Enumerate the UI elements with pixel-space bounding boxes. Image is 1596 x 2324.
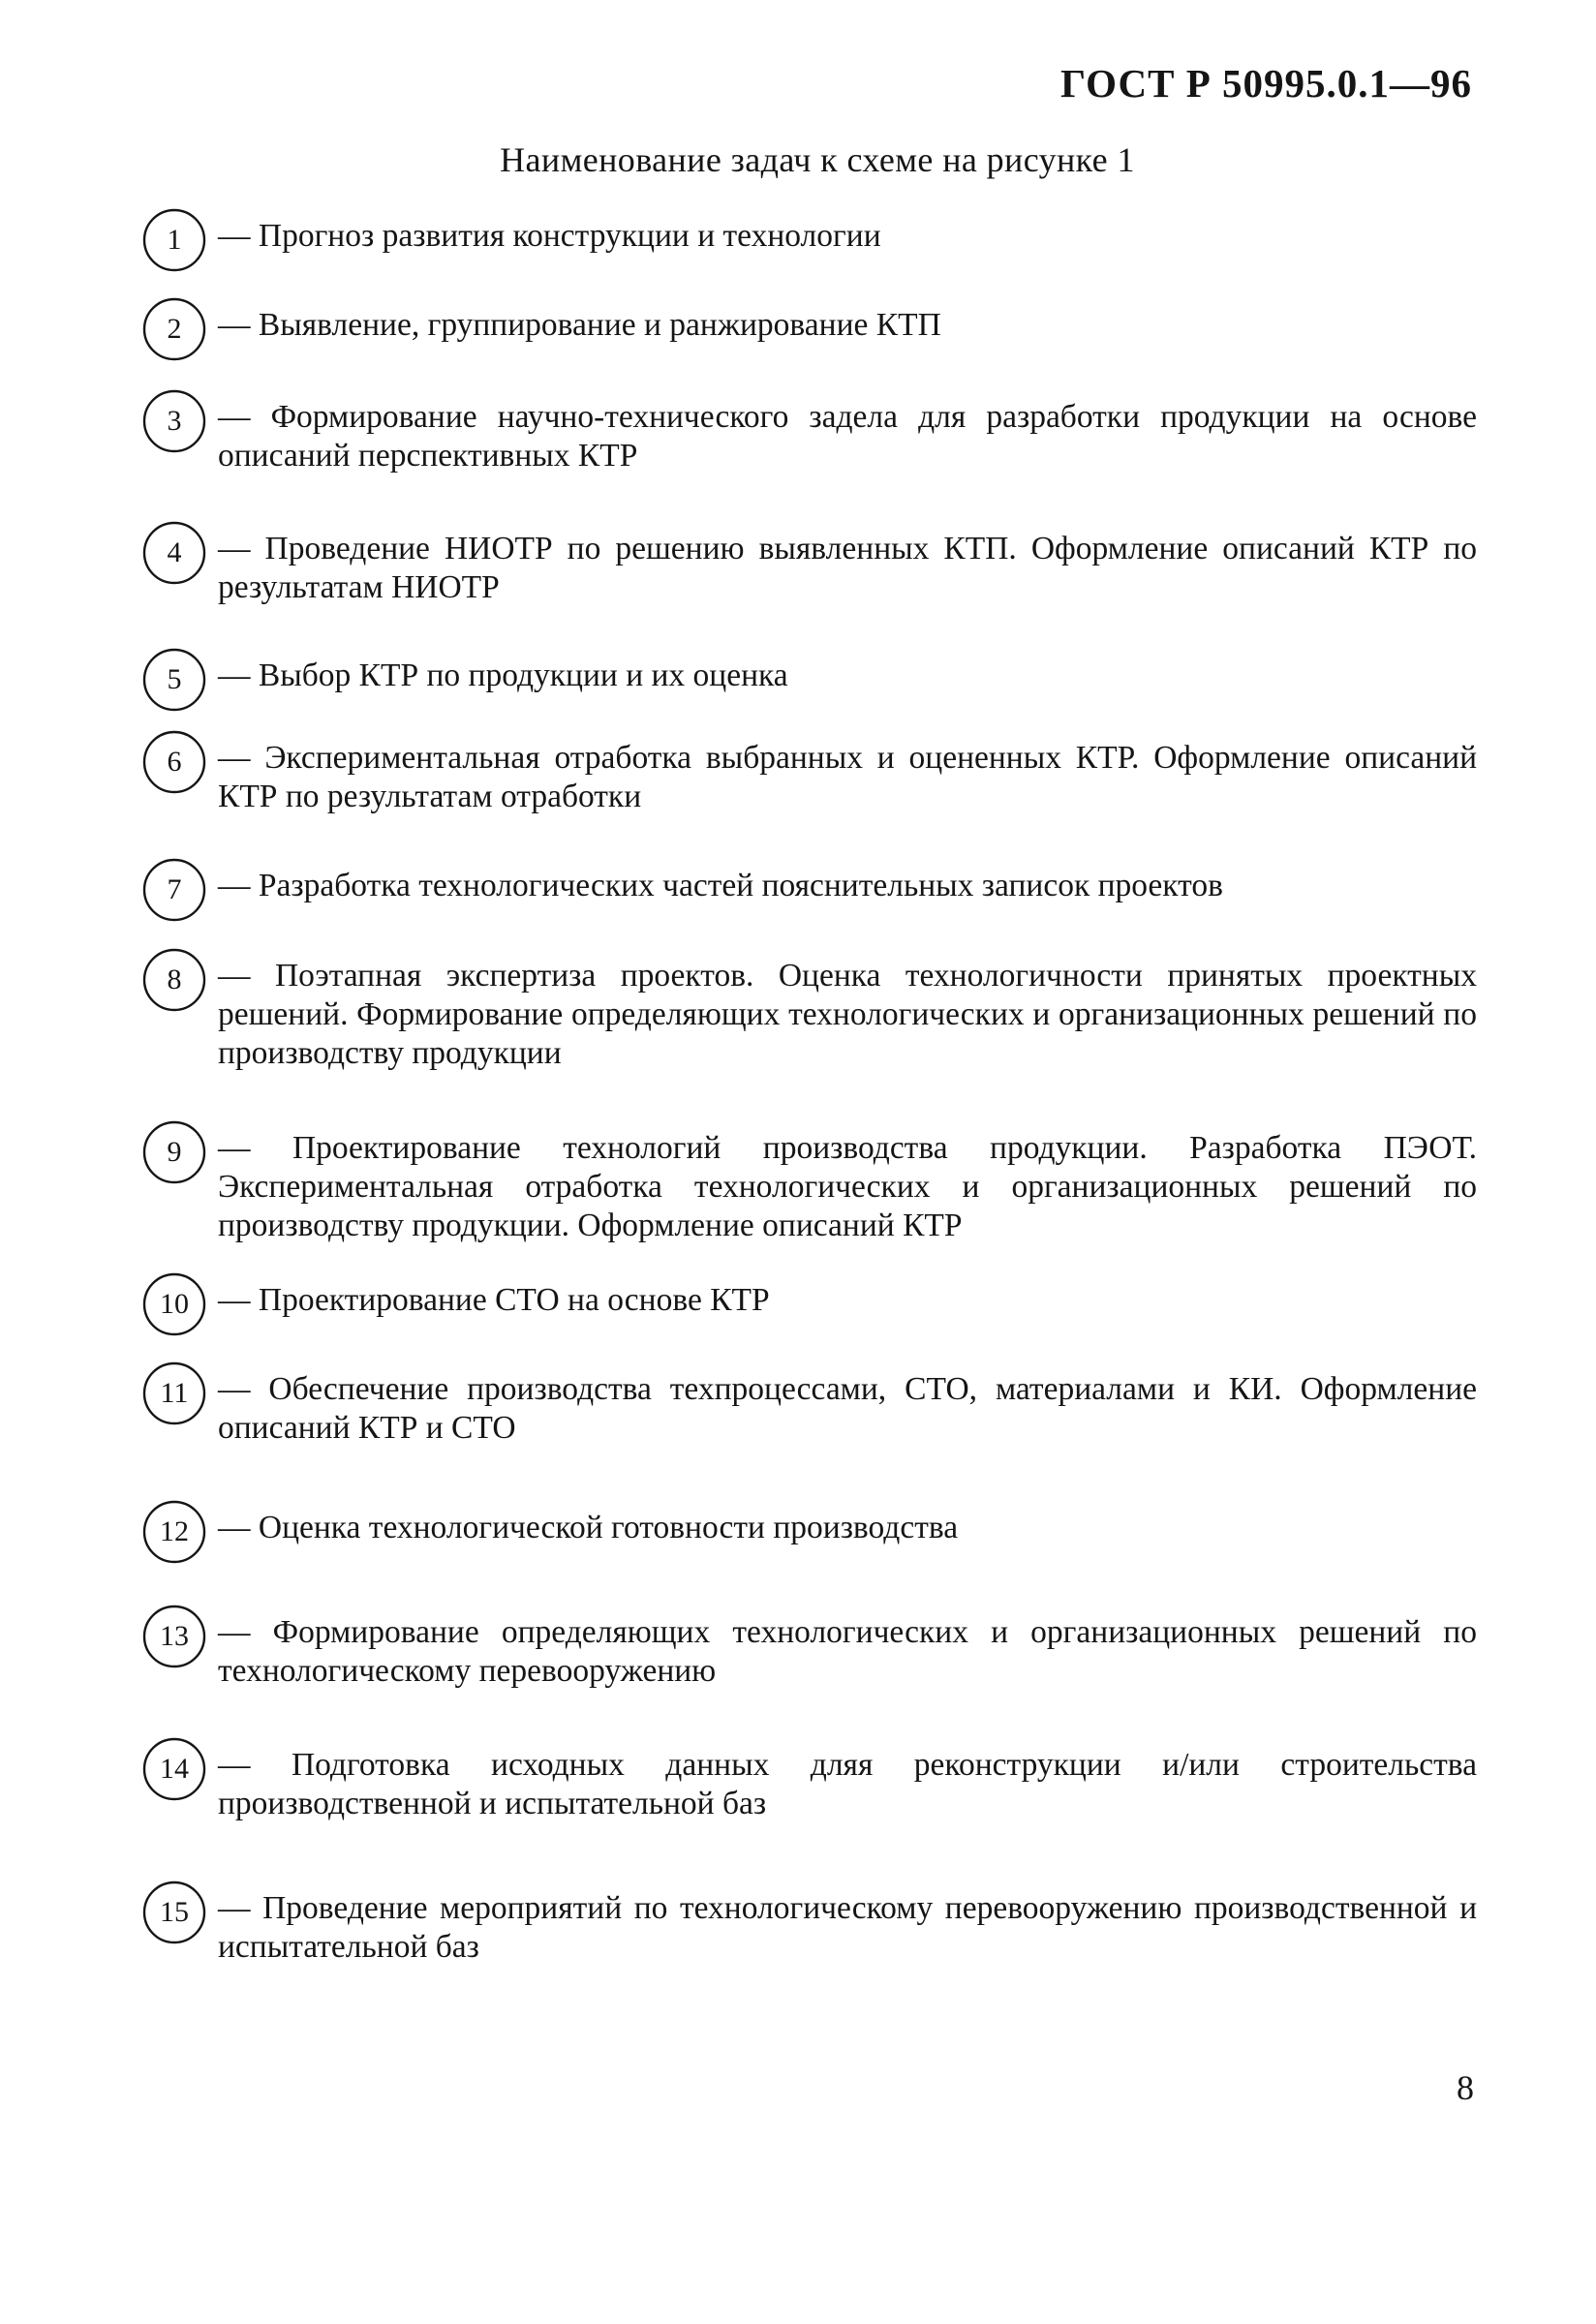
task-number: 9 [167, 1136, 182, 1168]
task-description: — Разработка технологических частей пояснительных записок проектов [218, 868, 1223, 903]
task-number-circle [140, 1879, 208, 1946]
task-item-8 [140, 946, 1477, 1071]
task-number: 6 [167, 746, 182, 778]
task-number: 13 [160, 1620, 189, 1652]
task-number: 12 [160, 1515, 189, 1547]
task-number: 5 [167, 663, 182, 695]
standard-code-header: ГОСТ Р 50995.0.1—96 [1060, 61, 1472, 106]
task-number-circle [140, 295, 208, 363]
task-description: — Выявление, группирование и ранжирование КТП [218, 307, 941, 343]
task-description: — Формирование научно-технического задела для разработки продукции на основе описаний перспективных КТР [218, 399, 1477, 474]
task-number-circle [140, 646, 208, 714]
task-number: 2 [167, 313, 182, 345]
task-item-11 [140, 1360, 1477, 1476]
task-item-12 [140, 1498, 1477, 1614]
task-number: 1 [167, 224, 182, 256]
task-number-circle [140, 1118, 208, 1186]
task-number-circle [140, 519, 208, 587]
task-number-circle [140, 1603, 208, 1670]
task-description: — Экспериментальная отработка выбранных и оцененных КТР. Оформление описаний КТР по результатам отработки [218, 740, 1477, 814]
task-number-circle [140, 1735, 208, 1803]
task-item-9 [140, 1118, 1477, 1243]
task-description: — Прогноз развития конструкции и технологии [218, 218, 881, 254]
task-item-14 [140, 1735, 1477, 1851]
task-item-3 [140, 387, 1477, 504]
task-item-4 [140, 519, 1477, 635]
task-item-13 [140, 1603, 1477, 1719]
task-description: — Обеспечение производства техпроцессами, СТО, материалами и КИ. Оформление описаний КТР и СТО [218, 1371, 1477, 1446]
task-description: — Проектирование технологий производства продукции. Разработка ПЭОТ. Экспериментальная отработка технологических и организационных решений по производству продукции. Оформление описаний КТР [218, 1130, 1477, 1243]
task-description: — Поэтапная экспертиза проектов. Оценка технологичности принятых проектных решений. Формирование определяющих технологических и организационных решений по производству продукции [218, 958, 1477, 1071]
task-number-circle [140, 856, 208, 924]
task-number-circle [140, 728, 208, 796]
task-description: — Формирование определяющих технологических и организационных решений по технологическому перевооружению [218, 1614, 1477, 1689]
task-number-circle [140, 206, 208, 274]
task-number: 11 [160, 1377, 189, 1409]
task-item-15 [140, 1879, 1477, 1995]
task-description: — Проведение НИОТР по решению выявленных КТП. Оформление описаний КТР по результатам НИОТР [218, 531, 1477, 605]
task-number: 3 [167, 405, 182, 437]
page-number: 8 [1457, 2068, 1474, 2107]
task-number: 14 [160, 1753, 189, 1785]
task-number-circle [140, 1270, 208, 1338]
task-number: 15 [160, 1896, 189, 1928]
task-description: — Подготовка исходных данных дляя реконструкции и/или строительства производственной и испытательной баз [218, 1747, 1477, 1821]
figure-caption: Наименование задач к схеме на рисунке 1 [500, 140, 1135, 179]
task-number-circle [140, 387, 208, 455]
task-number: 7 [167, 873, 182, 905]
task-number: 4 [167, 536, 182, 568]
task-number: 8 [167, 963, 182, 995]
task-description: — Проведение мероприятий по технологическому перевооружению производственной и испытательной баз [218, 1890, 1477, 1965]
task-description: — Проектирование СТО на основе КТР [218, 1282, 770, 1318]
task-number-circle [140, 1360, 208, 1427]
task-description: — Выбор КТР по продукции и их оценка [218, 657, 788, 693]
task-number-circle [140, 1498, 208, 1566]
task-item-6 [140, 728, 1477, 844]
task-number-circle [140, 946, 208, 1014]
task-number: 10 [160, 1288, 189, 1320]
task-description: — Оценка технологической готовности производства [218, 1510, 959, 1545]
